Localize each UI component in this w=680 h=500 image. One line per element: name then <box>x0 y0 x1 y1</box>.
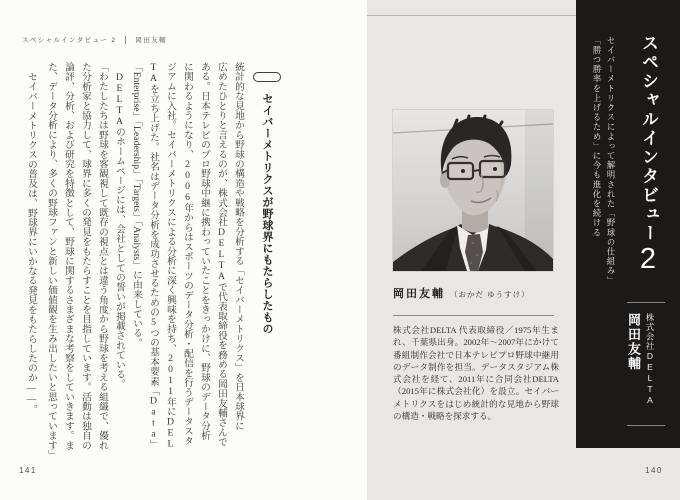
body-column: た分析家と協力して、球界に多くの発見をもたらすことを目指しています。活動は独自の <box>80 62 91 450</box>
body-column: 広めたひとりと言えるのが、株式会社DELTAで代表取締役を務める岡田友輔さんで <box>216 62 227 447</box>
page-number-left: 141 <box>19 466 37 475</box>
profile-name-kana: （おかだ ゆうすけ） <box>450 290 530 299</box>
profile-divider <box>393 315 554 316</box>
body-column: セイバーメトリクスの普及は、野球界にいかなる発見をもたらしたのか――。 <box>26 72 37 415</box>
panel-subtitle-2: 「勝つ勝率を上げるため」に今も進化を続ける <box>592 36 602 238</box>
body-column: ある。日本テレビのプロ野球中継に携わっていたことをきっかけに、野球のデータ分析 <box>199 62 210 441</box>
body-column: TAを立ち上げた。社名はデータ分析を成功させるための5つの基本要素「Data」 <box>148 62 159 450</box>
profile-name: 岡田友輔 <box>393 288 445 300</box>
panel-rule-top <box>627 302 665 303</box>
chapter-title-panel <box>576 0 680 448</box>
body-column: た、データ分析により、多くの野球ファンと新しい価値観を生み出したいと思っています」 <box>46 62 57 460</box>
panel-company: 株式会社DELTA <box>645 313 655 406</box>
panel-person: 岡田友輔 <box>626 313 641 371</box>
right-page <box>367 0 680 500</box>
running-header-name: 岡田友輔 <box>135 37 168 44</box>
section-heading: セイバーメトリクスが野球界にもたらしたもの <box>261 93 273 335</box>
profile-bio: 株式会社DELTA 代表取締役／1975年生まれ、千葉県出身。2002年〜2007年にかけて番組制作会社で日本テレビプロ野球中継用のデータ制作を担当。データスタジアム株式会社を経て、2011年に合同会社DELTA（2015年に株式会社化）を設立。セイバーメトリクスをはじめ統計的な見地から野球の構造・戦略を探求する。 <box>393 325 559 422</box>
body-column: に関わるようになり、2006年からはスポーツのデータ分析・配信を行うデータスタ <box>182 62 193 446</box>
panel-title: スペシャルインタビュー <box>639 34 658 243</box>
body-column: ジアムに入社。セイバーメトリクスによる分析に深く興味を持ち、2011年にDEL <box>165 62 176 450</box>
body-column: 「Enterprise」「Leadership」「Targets」「Analysts」に由来している。 <box>131 62 142 348</box>
body-column: DELTAのホームページには、会社としての誓いが掲載されている。 <box>114 72 125 389</box>
portrait-illustration <box>393 110 553 271</box>
section-pill-icon <box>253 72 281 82</box>
body-column: 「わたしたちは野球を客観視して既存の視点とは違う角度から野球を考える組織で、優れ <box>97 62 108 450</box>
running-header-series: スペシャルインタビュー 2 <box>22 37 117 44</box>
running-header <box>22 35 167 44</box>
page-number-right: 140 <box>645 466 663 475</box>
panel-rule-bottom <box>627 425 665 426</box>
panel-number: 2 <box>639 243 657 275</box>
body-column: 統計的な見地から野球の構造や戦略を分析する「セイバーメトリクス」を日本球界に <box>233 62 244 431</box>
portrait-photo <box>393 110 553 271</box>
profile-name-row <box>393 285 530 301</box>
body-column: 論評、分析、および研究を特徴として、野球に関するさまざまな考察をしていきます。ま <box>63 62 74 450</box>
header-divider <box>125 36 126 44</box>
panel-subtitle-1: セイバーメトリクスによって解明された「野球の仕組み」 <box>606 36 616 286</box>
